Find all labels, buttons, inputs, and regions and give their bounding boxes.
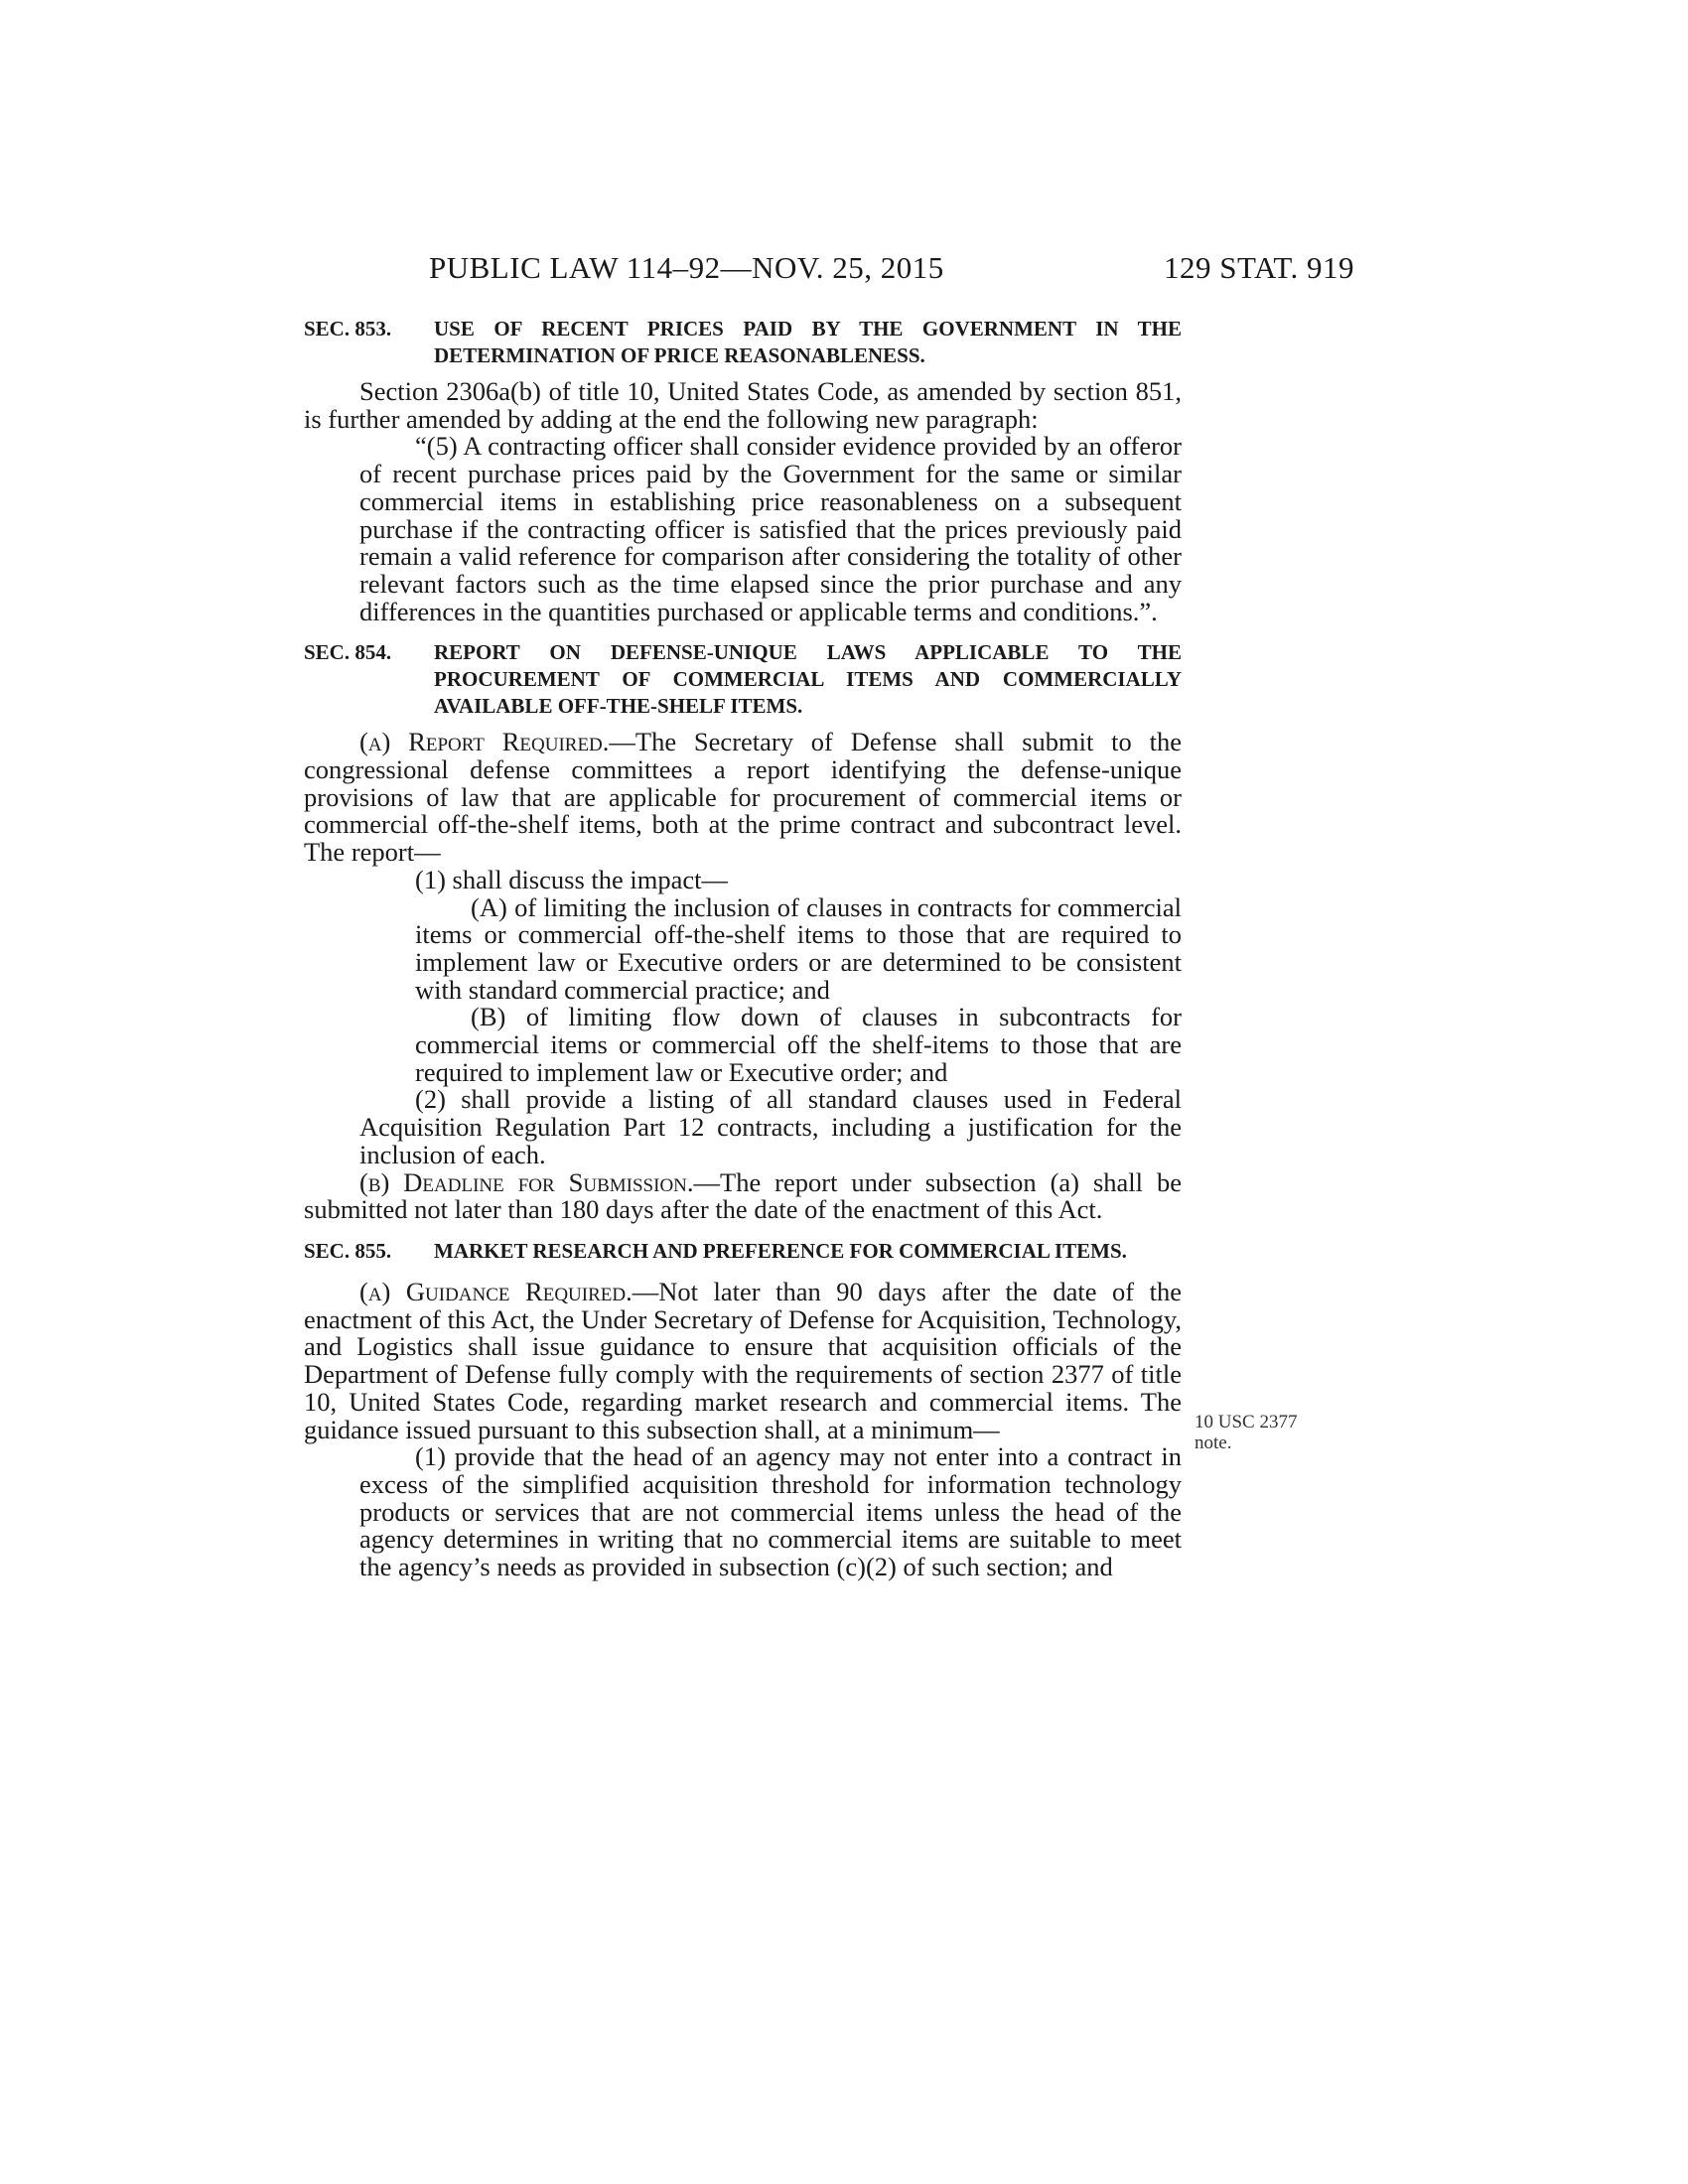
sec-855-a-text: —Not later than 90 days after the date of the enactment of this Act, the Under Secretary of Defense for Acquisition, Technology, and Logistics shall issue guidance to ensure that acquisition officials of the Department of Defense fully comply with the requirements of section 2377 of title 10, United States Code, regarding market research and commercial items. The guidance issued pursuant to this subsection shall, at a minimum—	[304, 1276, 1182, 1444]
sec-854-paragraph-1: (1) shall discuss the impact—	[415, 864, 728, 894]
sec-853-title: USE OF RECENT PRICES PAID BY THE GOVERNMENT IN THE DETERMINATION OF PRICE REASONABLENESS.	[434, 317, 1182, 367]
sec-855-a-heading: (a) Guidance Required.	[359, 1276, 633, 1306]
sec-853-intro: Section 2306a(b) of title 10, United States Code, as amended by section 851, is further amended by adding at the end the following new paragraph:	[304, 376, 1182, 434]
margin-note-suffix: note.	[1195, 1433, 1232, 1453]
sec-854-a-heading: (a) Report Required.	[359, 727, 610, 757]
sec-853-label: SEC. 853.	[304, 317, 392, 341]
statute-citation: 129 STAT. 919	[1164, 250, 1355, 285]
sec-855-heading	[304, 1238, 1182, 1265]
sec-854-a-text: —The Secretary of Defense shall submit to the congressional defense committees a report identifying the defense-unique provisions of law that are applicable for procurement of commercial items or commercial off-the-shelf items, both at the prime contract and subcontract level. The report—	[304, 727, 1182, 868]
running-head: PUBLIC LAW 114–92—NOV. 25, 2015	[429, 250, 944, 285]
page-header	[0, 250, 1688, 290]
sec-855-label: SEC. 855.	[304, 1238, 392, 1263]
document-body	[304, 316, 1182, 1581]
sec-854-b-text: —The report under subsection (a) shall be submitted not later than 180 days after the date of the enactment of this Act.	[304, 1166, 1182, 1225]
margin-note	[1195, 1412, 1297, 1453]
sec-853-paragraph-5: “(5) A contracting officer shall consider evidence provided by an offeror of recent purchase prices paid by the Government for the same or similar commercial items in establishing price reasonableness on a subsequent purchase if the contracting officer is satisfied that the prices previously paid remain a valid reference for comparison after considering the totality of other relevant factors such as the time elapsed since the prior purchase and any differences in the quantities purchased or applicable terms and conditions.”.	[359, 431, 1182, 626]
sec-853-heading	[304, 316, 1182, 369]
sec-854-heading	[304, 639, 1182, 720]
sec-855-title: MARKET RESEARCH AND PREFERENCE FOR COMMERCIAL ITEMS.	[434, 1238, 1127, 1263]
sec-854-paragraph-2: (2) shall provide a listing of all standard clauses used in Federal Acquisition Regulation Part 12 contracts, including a justification for the inclusion of each.	[359, 1084, 1182, 1169]
margin-note-citation: 10 USC 2377	[1195, 1412, 1298, 1433]
sec-855-paragraph-1: (1) provide that the head of an agency may not enter into a contract in excess of the simplified acquisition threshold for information technology products or services that are not commercial items unless the head of the agency determines in writing that no commercial items are suitable to meet the agency’s needs as provided in subsection (c)(2) of such section; and	[359, 1441, 1182, 1582]
sec-854-subsection-b	[304, 1166, 1182, 1225]
sec-855-subsection-a	[304, 1276, 1182, 1444]
sec-854-b-heading: (b) Deadline for Submission.	[359, 1166, 694, 1197]
sec-854-label: SEC. 854.	[304, 640, 392, 665]
sec-854-title: REPORT ON DEFENSE-UNIQUE LAWS APPLICABLE TO THE PROCUREMENT OF COMMERCIAL ITEMS AND COMMERCIALLY AVAILABLE OFF-THE-SHELF ITEMS.	[434, 640, 1182, 719]
sec-854-subparagraph-a: (A) of limiting the inclusion of clauses in contracts for commercial items or commercial off-the-shelf items to those that are required to implement law or Executive orders or are determined to be consistent with standard commercial practice; and	[415, 891, 1182, 1005]
sec-854-subsection-a	[304, 729, 1182, 867]
sec-854-subparagraph-b: (B) of limiting flow down of clauses in subcontracts for commercial items or commercial off the shelf-items to those that are required to implement law or Executive order; and	[415, 1002, 1182, 1087]
